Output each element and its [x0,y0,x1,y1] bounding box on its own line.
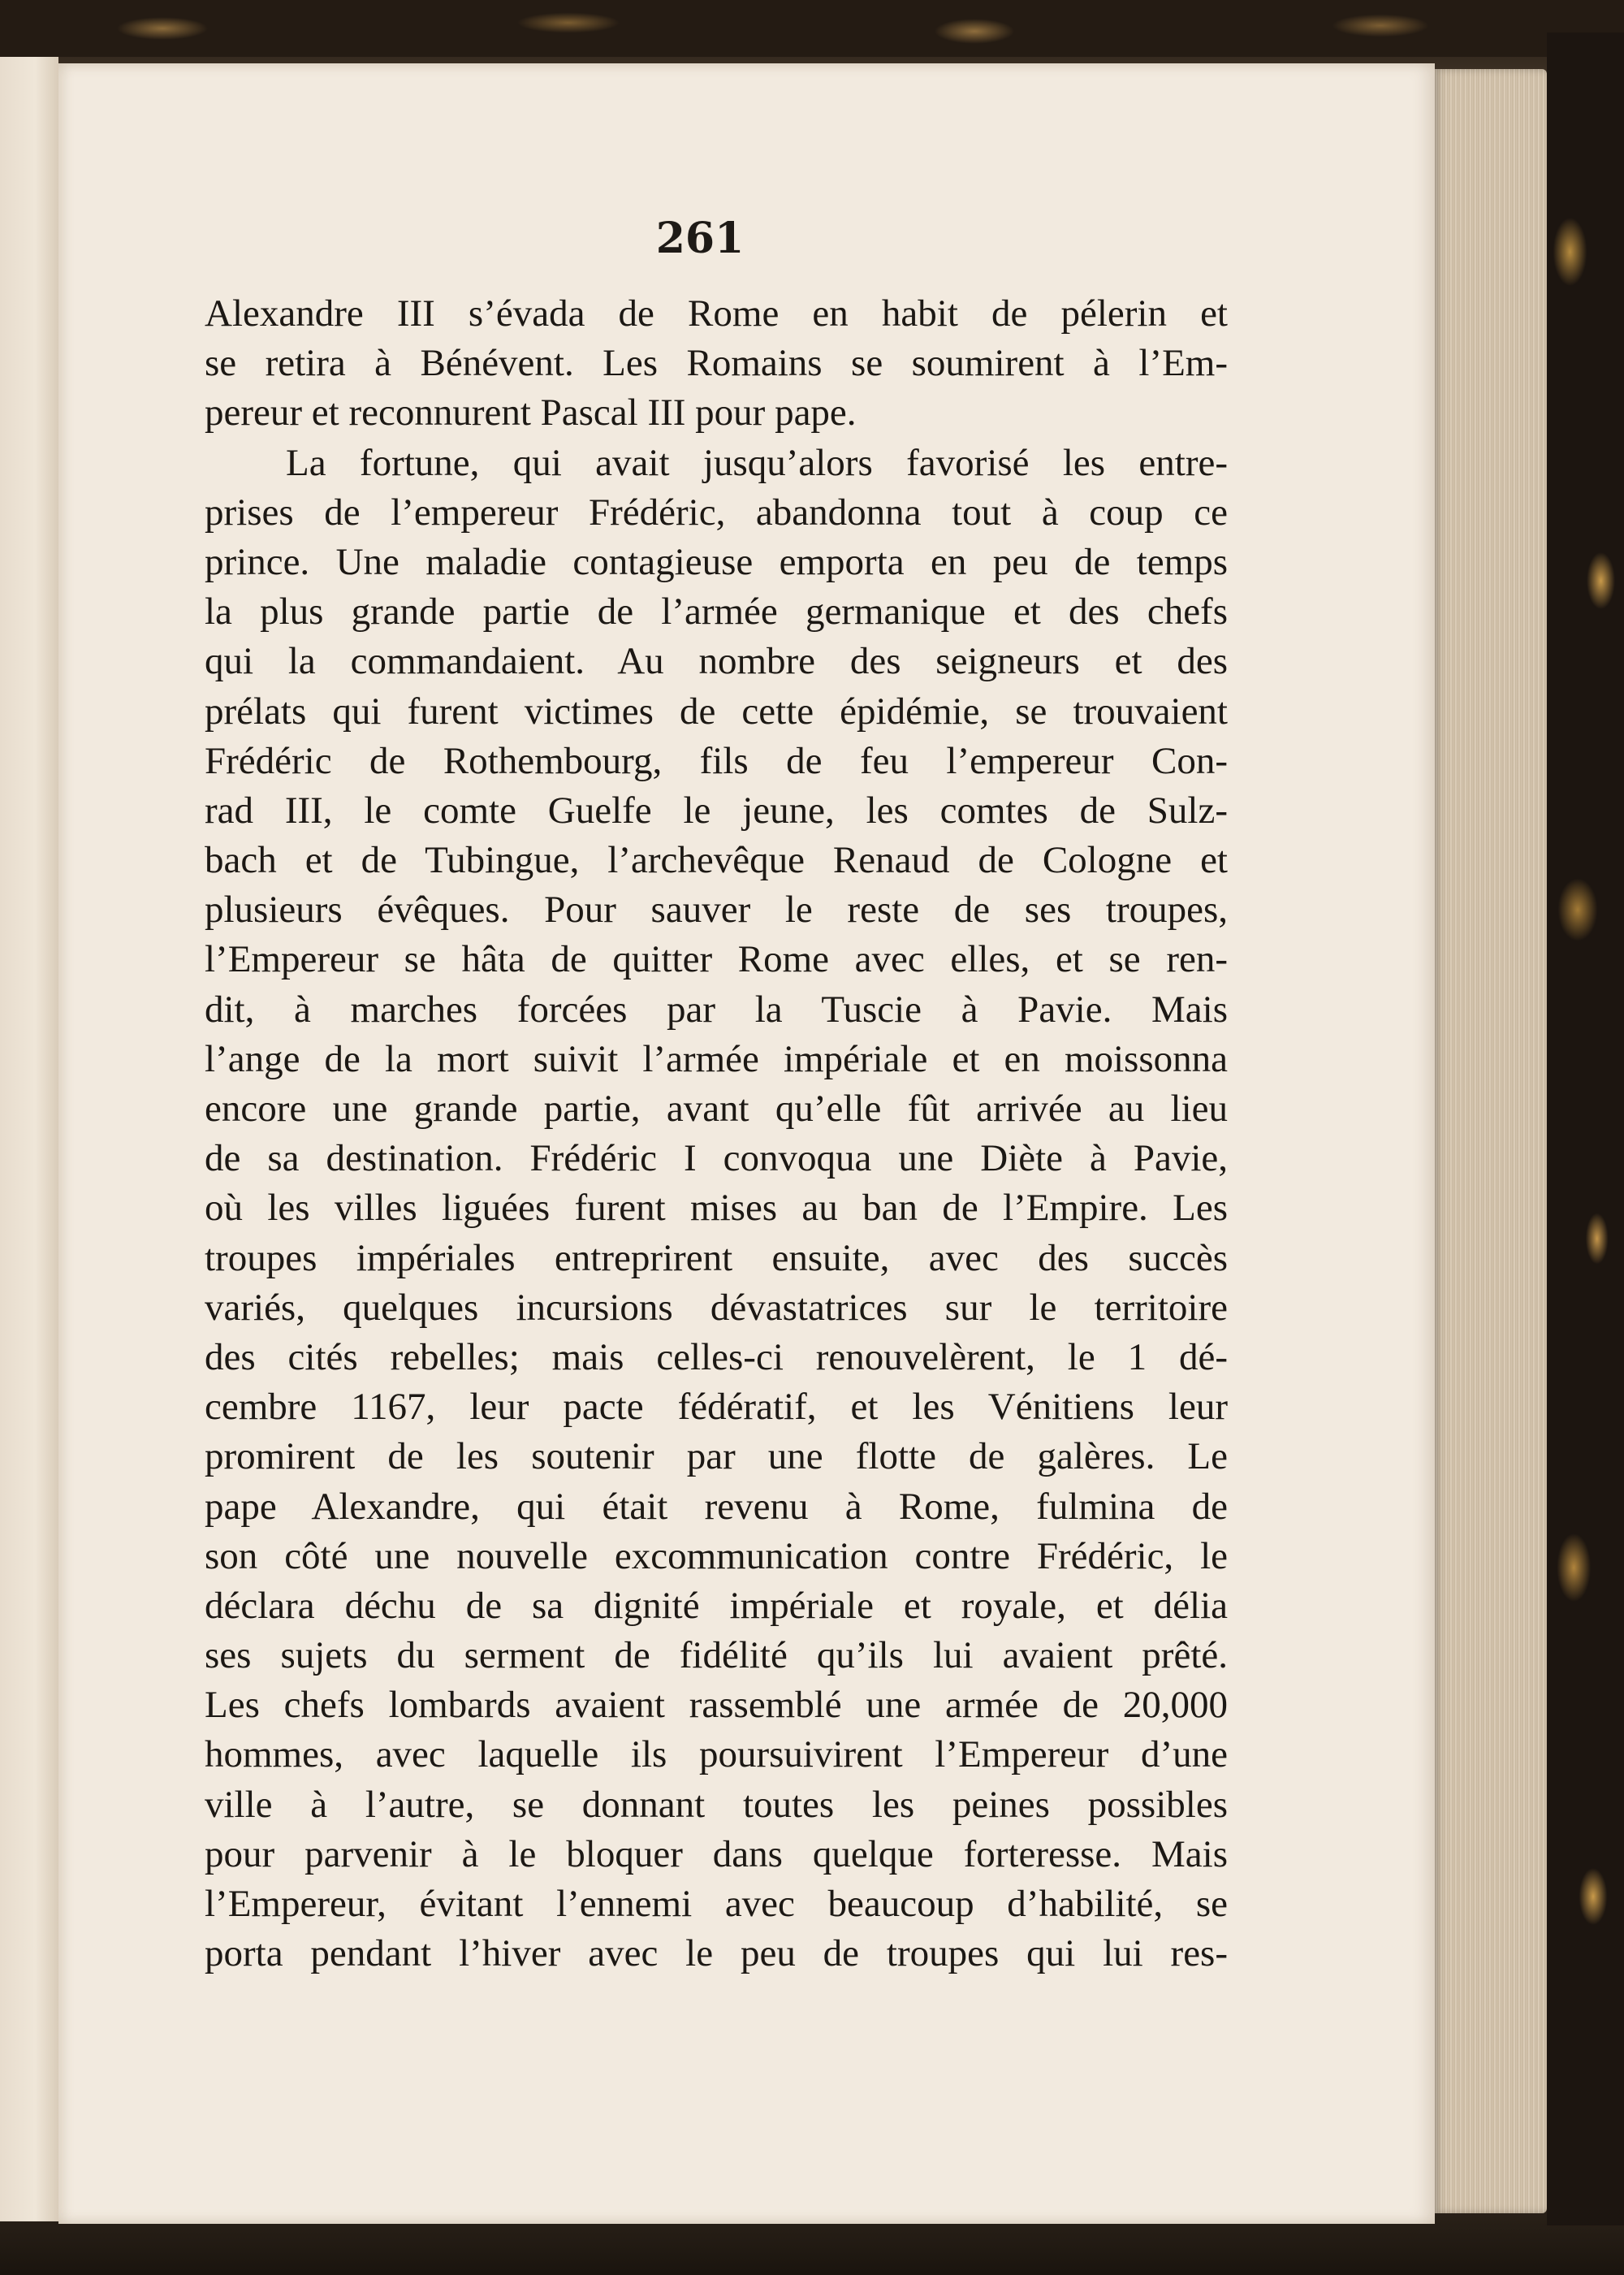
book-page [58,63,1435,2224]
text-line: pape Alexandre, qui était revenu à Rome, fulmina de [205,1485,1228,1528]
text-line: l’Empereur se hâta de quitter Rome avec elles, et se ren- [205,938,1228,981]
text-line: porta pendant l’hiver avec le peu de troupes qui lui res- [205,1932,1228,1975]
text-line: hommes, avec laquelle ils poursuivirent l’Empereur d’une [205,1733,1228,1776]
text-line: rad III, le comte Guelfe le jeune, les comtes de Sulz- [205,789,1228,832]
book-cover-top-edge [0,0,1624,57]
text-line: de sa destination. Frédéric I convoqua une Diète à Pavie, [205,1137,1228,1180]
text-line: prince. Une maladie contagieuse emporta en peu de temps [205,540,1228,583]
text-line: prélats qui furent victimes de cette épidémie, se trouvaient [205,690,1228,733]
text-line: Frédéric de Rothembourg, fils de feu l’empereur Con- [205,739,1228,782]
text-line: plusieurs évêques. Pour sauver le reste de ses troupes, [205,889,1228,932]
text-line: dit, à marches forcées par la Tuscie à Pavie. Mais [205,988,1228,1031]
text-line: variés, quelques incursions dévastatrices sur le territoire [205,1286,1228,1329]
text-line: où les villes liguées furent mises au ban de l’Empire. Les [205,1187,1228,1230]
marbled-book-cover [1547,32,1624,2225]
text-line: pour parvenir à le bloquer dans quelque forteresse. Mais [205,1832,1228,1875]
text-line: Alexandre III s’évada de Rome en habit de pélerin et [205,292,1228,335]
page-edges [1433,69,1547,2213]
text-line: encore une grande partie, avant qu’elle fût arrivée au lieu [205,1088,1228,1130]
text-line: cembre 1167, leur pacte fédératif, et les Vénitiens leur [205,1386,1228,1429]
text-line: des cités rebelles; mais celles-ci renouvelèrent, le 1 dé- [205,1335,1228,1378]
body-text [205,289,1228,1979]
page-number: 261 [655,214,745,263]
text-line: prises de l’empereur Frédéric, abandonna tout à coup ce [205,491,1228,534]
text-line: Les chefs lombards avaient rassemblé une armée de 20,000 [205,1684,1228,1727]
text-line: qui la commandaient. Au nombre des seigneurs et des [205,640,1228,683]
text-line: l’Empereur, évitant l’ennemi avec beaucoup d’habilité, se [205,1883,1228,1925]
text-line: déclara déchu de sa dignité impériale et royale, et délia [205,1584,1228,1627]
text-line: l’ange de la mort suivit l’armée impériale et en moissonna [205,1037,1228,1080]
text-line: se retira à Bénévent. Les Romains se soumirent à l’Em- [205,342,1228,385]
text-line: son côté une nouvelle excommunication contre Frédéric, le [205,1534,1228,1577]
text-line: pereur et reconnurent Pascal III pour pape. [205,391,857,435]
text-line: La fortune, qui avait jusqu’alors favorisé les entre- [286,441,1228,484]
text-line: troupes impériales entreprirent ensuite, avec des succès [205,1236,1228,1279]
facing-page-edge [0,57,58,2221]
text-line: promirent de les soutenir par une flotte de galères. Le [205,1435,1228,1478]
text-line: bach et de Tubingue, l’archevêque Renaud de Cologne et [205,839,1228,882]
text-line: la plus grande partie de l’armée germanique et des chefs [205,590,1228,634]
text-line: ses sujets du serment de fidélité qu’ils lui avaient prêté. [205,1634,1228,1677]
text-line: ville à l’autre, se donnant toutes les peines possibles [205,1783,1228,1826]
